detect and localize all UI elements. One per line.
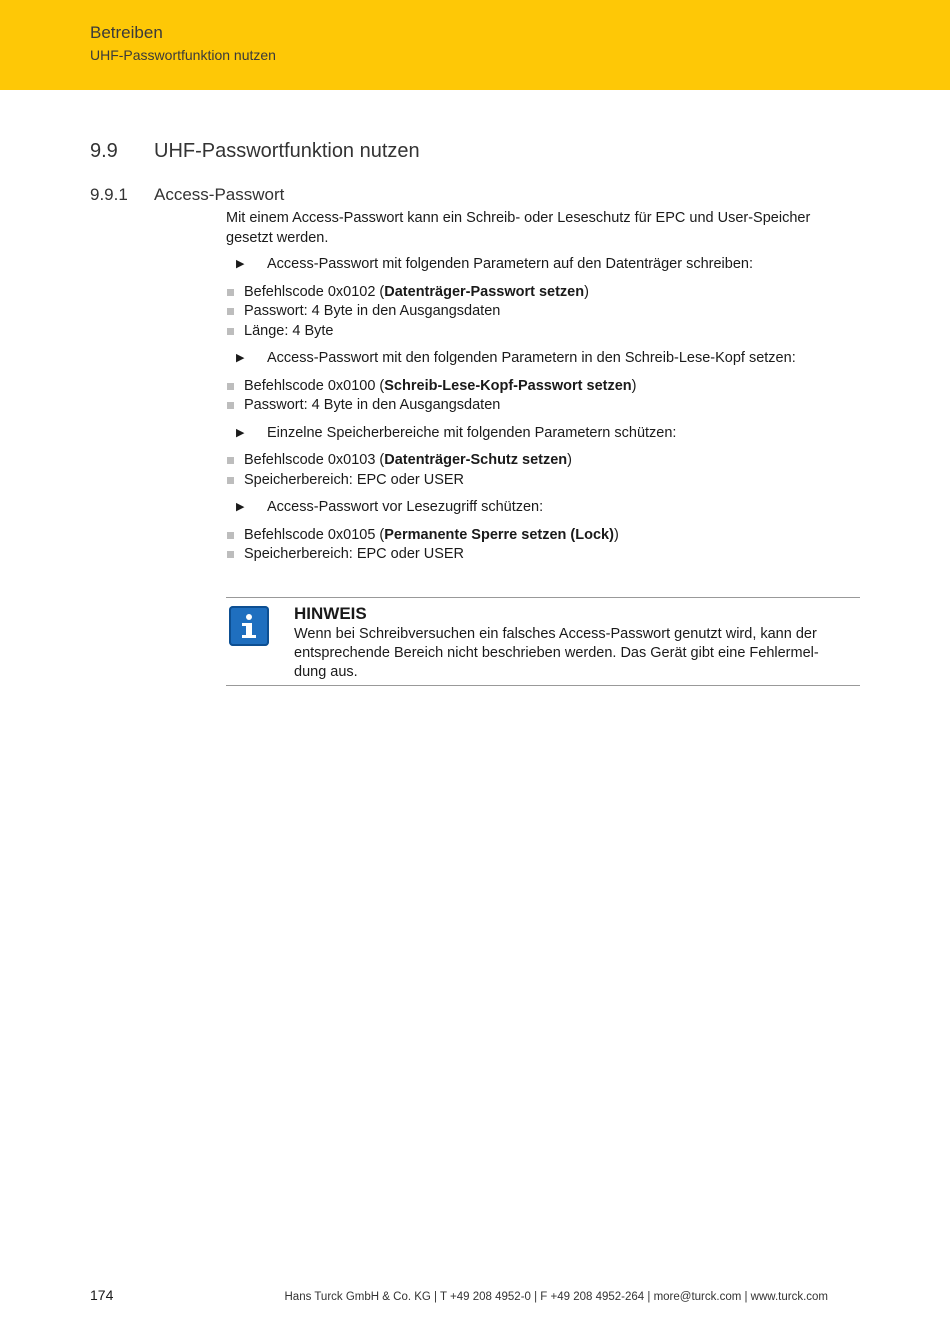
list-item-text: ) — [584, 283, 589, 300]
step-1 — [226, 255, 860, 275]
page-number: 174 — [90, 1287, 114, 1303]
list-item-bold: Schreib-Lese-Kopf-Passwort setzen — [384, 377, 632, 394]
parameter-list — [226, 283, 860, 342]
heading-level2-number: 9.9.1 — [90, 185, 128, 204]
list-item-text: ) — [613, 526, 619, 543]
square-bullet-icon — [227, 457, 234, 464]
square-bullet-icon — [227, 328, 234, 335]
list-item-text: Passwort: 4 Byte in den Ausgangsdaten — [244, 397, 501, 413]
list-item — [226, 471, 860, 491]
list-item-text: Befehlscode 0x0100 ( — [244, 377, 385, 394]
heading-level2 — [90, 185, 284, 205]
section-content — [226, 209, 860, 573]
step-4 — [226, 498, 860, 518]
list-item-bold: Datenträger-Passwort setzen — [384, 283, 585, 300]
heading-level2-title: Access-Passwort — [154, 185, 285, 204]
triangle-bullet-icon: ▶ — [236, 501, 245, 513]
step-text: Access-Passwort mit folgenden Parametern auf den Datenträger schreiben: — [267, 256, 753, 272]
square-bullet-icon — [227, 402, 234, 409]
parameter-list — [226, 526, 860, 565]
parameter-list — [226, 377, 860, 416]
step-2 — [226, 349, 860, 369]
square-bullet-icon — [227, 308, 234, 315]
list-item — [226, 526, 860, 546]
list-item — [226, 396, 860, 416]
note-line: dung aus. — [294, 664, 358, 680]
triangle-bullet-icon: ▶ — [236, 258, 245, 270]
note-box — [226, 597, 860, 686]
header-chapter: Betreiben — [90, 23, 163, 42]
parameter-list — [226, 451, 860, 490]
list-item-bold: Datenträger-Schutz setzen — [384, 452, 568, 468]
step-text: Access-Passwort mit den folgenden Parametern in den Schreib-Lese-Kopf setzen: — [267, 350, 796, 366]
list-item — [226, 283, 860, 303]
list-item-bold: Permanente Sperre setzen (Lock) — [384, 526, 614, 543]
note-title: HINWEIS — [294, 604, 367, 623]
intro-paragraph: Mit einem Access-Passwort kann ein Schreib- oder Leseschutz für EPC und User-Speicher gesetzt werden. — [226, 210, 811, 246]
step-text: Einzelne Speicherbereiche mit folgenden Parametern schützen: — [267, 424, 677, 441]
note-body — [294, 625, 854, 682]
info-icon — [229, 606, 269, 646]
list-item-text: Speicherbereich: EPC oder USER — [244, 471, 465, 488]
note-line: entsprechende Bereich nicht beschrieben werden. Das Gerät gibt eine Fehlermel- — [294, 645, 819, 661]
square-bullet-icon — [227, 383, 234, 390]
footer-contact: Hans Turck GmbH & Co. KG | T +49 208 4952-0 | F +49 208 4952-264 | more@turck.com | www.turck.com — [284, 1291, 828, 1303]
square-bullet-icon — [227, 551, 234, 558]
heading-level1-title: UHF-Passwortfunktion nutzen — [154, 140, 420, 162]
header-section: UHF-Passwortfunktion nutzen — [90, 47, 276, 63]
triangle-bullet-icon: ▶ — [236, 426, 245, 439]
square-bullet-icon — [227, 477, 234, 484]
list-item-text: Speicherbereich: EPC oder USER — [244, 546, 465, 562]
list-item-text: ) — [631, 377, 637, 394]
list-item-text: Befehlscode 0x0102 ( — [244, 283, 385, 300]
heading-level1 — [90, 140, 420, 163]
list-item — [226, 322, 860, 342]
list-item — [226, 545, 860, 565]
list-item — [226, 377, 860, 397]
step-3 — [226, 424, 860, 444]
list-item — [226, 302, 860, 322]
list-item-text: ) — [567, 452, 573, 468]
note-line: Wenn bei Schreibversuchen ein falsches Access-Passwort genutzt wird, kann der — [294, 626, 817, 642]
list-item-text: Länge: 4 Byte — [244, 322, 334, 339]
list-item — [226, 451, 860, 471]
page-header — [0, 0, 950, 90]
list-item-text: Passwort: 4 Byte in den Ausgangsdaten — [244, 303, 501, 319]
list-item-text: Befehlscode 0x0105 ( — [244, 526, 385, 543]
list-item-text: Befehlscode 0x0103 ( — [244, 452, 385, 468]
square-bullet-icon — [227, 289, 234, 296]
square-bullet-icon — [227, 532, 234, 539]
heading-level1-number: 9.9 — [90, 140, 118, 162]
step-text: Access-Passwort vor Lesezugriff schützen: — [267, 499, 544, 515]
triangle-bullet-icon: ▶ — [236, 352, 245, 364]
